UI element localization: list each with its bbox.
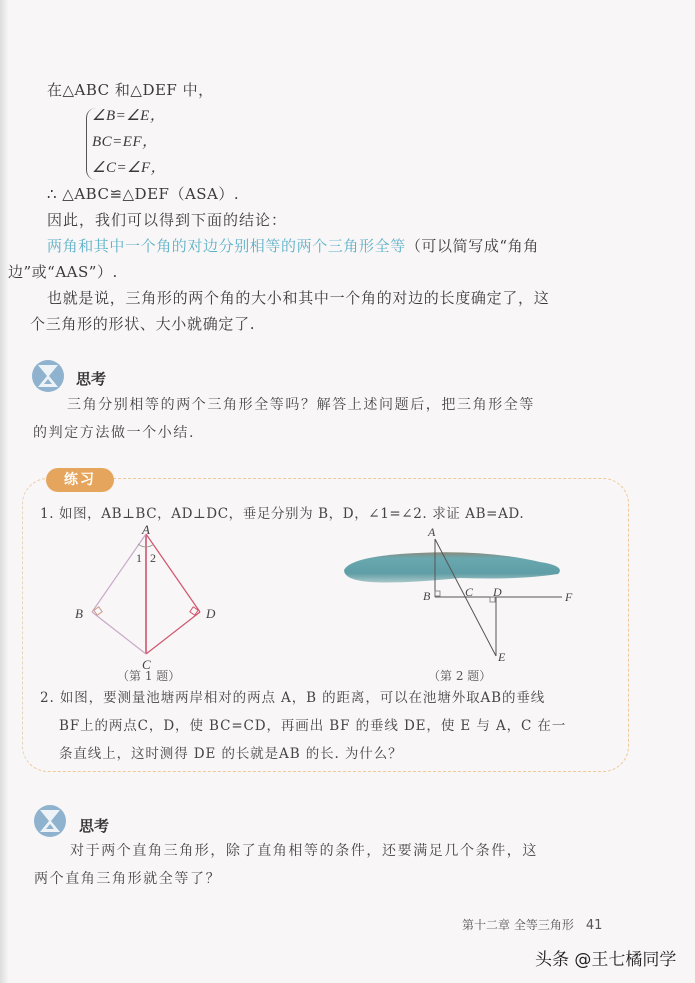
proof-conclusion: ∴ △ABC≌△DEF（ASA）. xyxy=(47,185,240,203)
theorem-explain-1: 也就是说，三角形的两个角的大小和其中一个角的对边的长度确定了，这 xyxy=(47,289,550,307)
page-edge-shadow xyxy=(0,0,8,983)
svg-text:C: C xyxy=(142,657,151,672)
chapter-title: 第十二章 全等三角形 xyxy=(462,918,574,932)
figure-2-pond xyxy=(340,522,580,667)
svg-text:F: F xyxy=(565,590,573,604)
page-footer xyxy=(462,916,602,933)
figure-1-kite xyxy=(70,522,250,687)
svg-text:D: D xyxy=(206,606,216,621)
theorem-highlight: 两角和其中一个角的对边分别相等的两个三角形全等 xyxy=(47,237,406,255)
proof-intro: 在△ABC 和△DEF 中， xyxy=(47,81,214,99)
think1-title: 思考 xyxy=(76,370,107,388)
theorem-tail-1: （可以简写成“角角 xyxy=(405,237,539,255)
exercise-q2-line1: 2. 如图，要测量池塘两岸相对的两点 A，B 的距离，可以在池塘外取AB的垂线 xyxy=(40,690,546,706)
svg-text:E: E xyxy=(498,650,506,664)
proof-condition-3: ∠C=∠F， xyxy=(92,160,167,176)
think1-line1: 三角分别相等的两个三角形全等吗？解答上述问题后，把三角形全等 xyxy=(67,397,535,413)
svg-text:A: A xyxy=(428,525,436,539)
exercise-q1: 1. 如图，AB⊥BC，AD⊥DC，垂足分别为 B，D，∠1=∠2. 求证 AB=AD. xyxy=(40,506,525,522)
svg-text:D: D xyxy=(493,585,502,599)
think-icon xyxy=(32,360,64,392)
svg-text:C: C xyxy=(465,585,474,599)
exercise-tag: 练习 xyxy=(46,468,114,492)
think2-title: 思考 xyxy=(79,817,110,835)
svg-text:1: 1 xyxy=(136,551,142,565)
proof-condition-2: BC=EF， xyxy=(92,134,158,150)
theorem-tail-2: 边”或“AAS”）. xyxy=(8,263,118,281)
figure-2-caption: （第 2 题） xyxy=(428,669,492,683)
think2-line1: 对于两个直角三角形，除了直角相等的条件，还要满足几个条件，这 xyxy=(70,843,538,859)
proof-condition-1: ∠B=∠E， xyxy=(92,108,166,124)
svg-text:2: 2 xyxy=(150,551,156,565)
think2-line2: 两个直角三角形就全等了？ xyxy=(34,871,222,887)
page-number: 41 xyxy=(585,918,603,933)
pond-shape xyxy=(344,552,560,582)
svg-text:B: B xyxy=(423,589,431,603)
exercise-q2-line2: BF上的两点C，D，使 BC=CD，再画出 BF 的垂线 DE，使 E 与 A，C 在一 xyxy=(59,718,567,734)
theorem-line1 xyxy=(47,236,539,256)
think-icon xyxy=(34,805,66,837)
exercise-q2-line3: 条直线上，这时测得 DE 的长就是AB 的长. 为什么？ xyxy=(59,746,403,762)
watermark: 头条 @王七橘同学 xyxy=(535,950,677,970)
theorem-explain-2: 个三角形的形状、大小就确定了. xyxy=(30,315,256,333)
figure-1-caption: （第 1 题） xyxy=(117,669,181,683)
svg-text:A: A xyxy=(142,522,150,537)
svg-text:B: B xyxy=(75,606,83,621)
think1-line2: 的判定方法做一个小结. xyxy=(33,425,196,441)
theorem-lead: 因此，我们可以得到下面的结论： xyxy=(47,211,288,229)
